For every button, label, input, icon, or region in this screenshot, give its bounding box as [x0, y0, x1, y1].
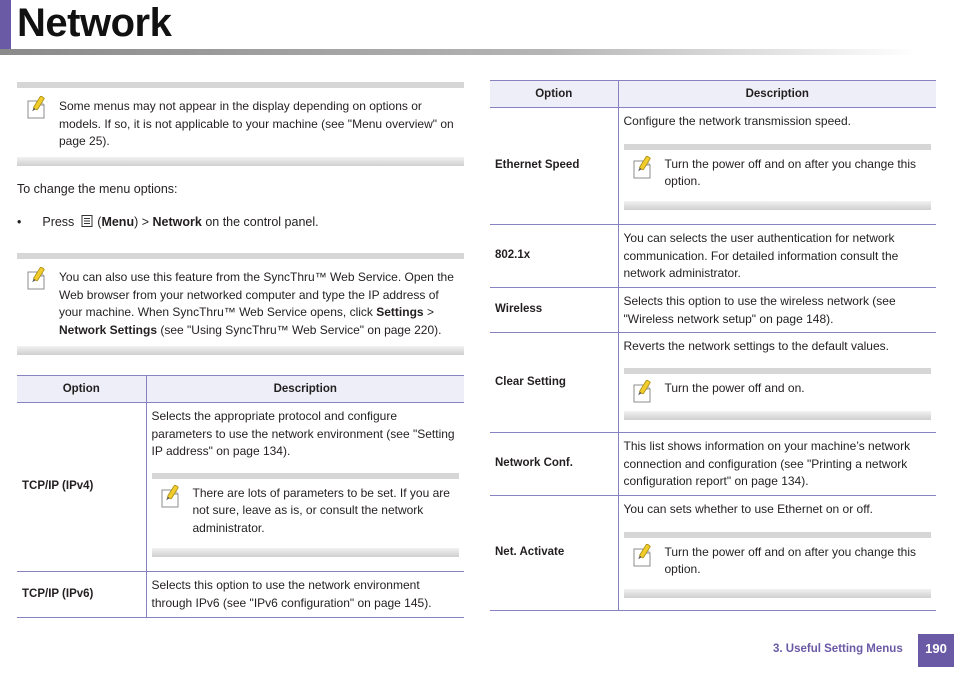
note-text: Some menus may not appear in the display depending on options or models. If so, it is not applicable to your machine (see "Menu overview" on page 25).: [59, 99, 454, 148]
option-name: Wireless: [490, 288, 618, 333]
table-row: [17, 572, 464, 618]
table-row: [490, 288, 936, 333]
option-description: Selects this option to use the network environment through IPv6 (see "IPv6 configuration" on page 145).: [146, 572, 464, 618]
column-header-option: Option: [490, 81, 618, 108]
cell-note-box: [624, 532, 932, 598]
option-description: [618, 108, 936, 225]
note-text-part2: (see "Using SyncThru™ Web Service" on page 220).: [160, 322, 442, 337]
right-options-table: [490, 80, 936, 611]
cell-note-box: [624, 144, 932, 210]
side-accent-bar: [0, 0, 11, 52]
network-label: Network: [152, 215, 202, 229]
option-name: TCP/IP (IPv6): [17, 572, 146, 618]
description-text: Reverts the network settings to the default values.: [623, 339, 889, 353]
note-text: Turn the power off and on.: [664, 380, 805, 395]
footer-section-label: 3. Useful Setting Menus: [773, 643, 903, 655]
page-title: Network: [17, 1, 172, 45]
note-box-menus: [17, 82, 464, 166]
option-name: 802.1x: [490, 225, 618, 288]
bullet-suffix: on the control panel.: [205, 215, 319, 229]
column-header-option: Option: [17, 376, 146, 403]
note-text-part1: You can also use this feature from the SyncThru™ Web Service. Open the Web browser from your networked computer and type the IP address of your machine. When SyncThru™ Web Service opens, click: [59, 270, 454, 319]
settings-label: Settings: [376, 305, 424, 319]
option-name: Net. Activate: [490, 496, 618, 611]
table-row: [490, 496, 936, 611]
description-text: Selects the appropriate protocol and configure parameters to use the network environment (see "Setting IP address" on page 134).: [151, 409, 455, 458]
option-name: Network Conf.: [490, 433, 618, 496]
column-header-description: Description: [146, 376, 464, 403]
note-text: Turn the power off and on after you change this option.: [664, 544, 916, 576]
menu-icon: [80, 214, 94, 228]
option-description: This list shows information on your machine’s network connection and configuration (see "Printing a network configuration report" on page 134).: [618, 433, 936, 496]
page-number: 190: [918, 634, 954, 667]
table-row: [490, 225, 936, 288]
description-text: You can sets whether to use Ethernet on or off.: [623, 502, 873, 516]
option-description: [618, 333, 936, 433]
description-text: Configure the network transmission speed.: [623, 114, 851, 128]
note-box-syncthru: [17, 253, 464, 355]
title-rule: [0, 49, 916, 55]
bullet-dot: •: [17, 215, 22, 229]
cell-note-box: [152, 473, 460, 557]
bullet-prefix: Press: [42, 215, 75, 229]
left-options-table: [17, 375, 464, 618]
pencil-note-icon: [26, 267, 48, 291]
bullet-item: • Press (Menu) > Network on the control panel.: [17, 215, 319, 229]
option-name: Clear Setting: [490, 333, 618, 433]
column-header-description: Description: [618, 81, 936, 108]
menu-arrow: >: [141, 215, 150, 229]
option-description: You can selects the user authentication for network communication. For detailed information consult the network administrator.: [618, 225, 936, 288]
network-settings-label: Network Settings: [59, 322, 158, 337]
note-text: There are lots of parameters to be set. If you are not sure, leave as is, or consult the network administrator.: [192, 485, 450, 535]
table-row: [490, 108, 936, 225]
settings-arrow: >: [426, 305, 434, 319]
pencil-note-icon: [26, 96, 48, 120]
menu-label: Menu: [101, 215, 135, 229]
table-row: [17, 403, 464, 572]
option-description: [618, 496, 936, 611]
table-row: [490, 433, 936, 496]
table-row: [490, 333, 936, 433]
table-header-row: [490, 81, 936, 108]
option-name: TCP/IP (IPv4): [17, 403, 146, 572]
option-description: [146, 403, 464, 572]
option-description: Selects this option to use the wireless network (see "Wireless network setup" on page 148).: [618, 288, 936, 333]
intro-text: To change the menu options:: [17, 182, 178, 196]
option-name: Ethernet Speed: [490, 108, 618, 225]
note-text: [59, 269, 458, 339]
table-header-row: [17, 376, 464, 403]
note-text: Turn the power off and on after you change this option.: [664, 156, 916, 188]
cell-note-box: [624, 368, 932, 420]
